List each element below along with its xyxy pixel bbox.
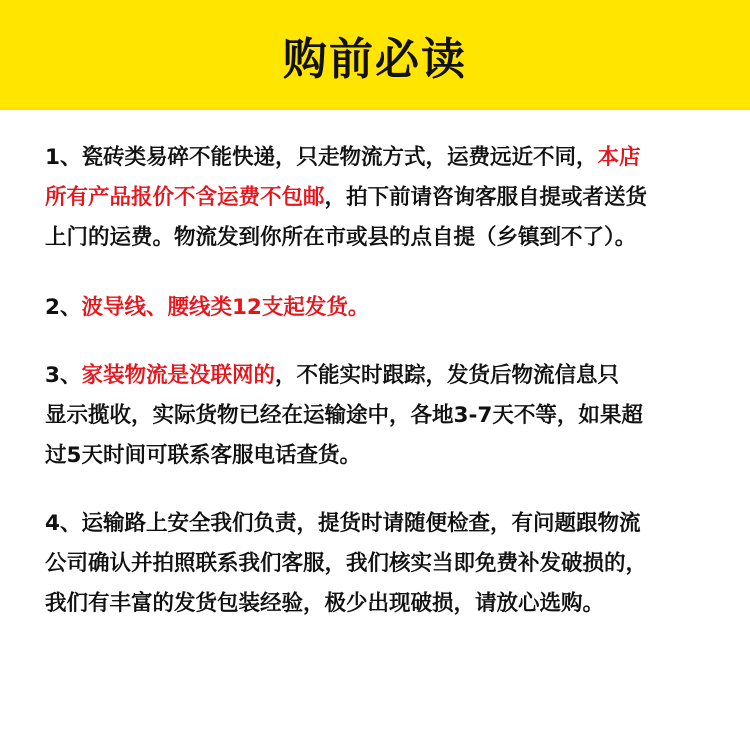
notice-item-1 xyxy=(45,138,725,258)
notice-line xyxy=(45,504,725,544)
text-segment: 显示揽收，实际货物已经在运输途中，各地3-7天不等，如果超 xyxy=(45,403,643,428)
text-segment: 4、运输路上安全我们负责，提货时请随便检查，有问题跟物流 xyxy=(45,511,641,536)
highlight-segment: 波导线、腰线类12支起发货。 xyxy=(81,295,370,320)
text-segment: 1、瓷砖类易碎不能快递，只走物流方式，运费远近不同， xyxy=(45,145,598,170)
text-segment: 上门的运费。物流发到你所在市或县的点自提（乡镇到不了）。 xyxy=(45,225,637,250)
text-segment: 公司确认并拍照联系我们客服，我们核实当即免费补发破损的， xyxy=(45,551,648,576)
notice-line xyxy=(45,584,725,624)
notice-line xyxy=(45,138,725,178)
notice-item-4 xyxy=(45,504,725,624)
text-segment: ，不能实时跟踪，发货后物流信息只 xyxy=(274,363,619,388)
notice-line xyxy=(45,356,725,396)
text-segment: 2、 xyxy=(45,295,82,320)
notice-line xyxy=(45,178,725,218)
notice-list xyxy=(45,138,725,624)
notice-line xyxy=(45,544,725,584)
page-title: 购前必读 xyxy=(283,34,467,85)
notice-line xyxy=(45,436,725,476)
notice-item-2 xyxy=(45,288,725,328)
notice-item-3 xyxy=(45,356,725,476)
text-segment: ，拍下前请咨询客服自提或者送货 xyxy=(324,185,648,210)
notice-line xyxy=(45,218,725,258)
highlight-segment: 本店 xyxy=(597,145,641,170)
highlight-segment: 家装物流是没联网的 xyxy=(81,363,275,388)
text-segment: 3、 xyxy=(45,363,82,388)
highlight-segment: 所有产品报价不含运费不包邮 xyxy=(45,185,325,210)
notice-line xyxy=(45,288,725,328)
text-segment: 我们有丰富的发货包装经验，极少出现破损，请放心选购。 xyxy=(45,591,605,616)
notice-line xyxy=(45,396,725,436)
text-segment: 过5天时间可联系客服电话查货。 xyxy=(45,443,361,468)
title-banner xyxy=(0,0,750,110)
